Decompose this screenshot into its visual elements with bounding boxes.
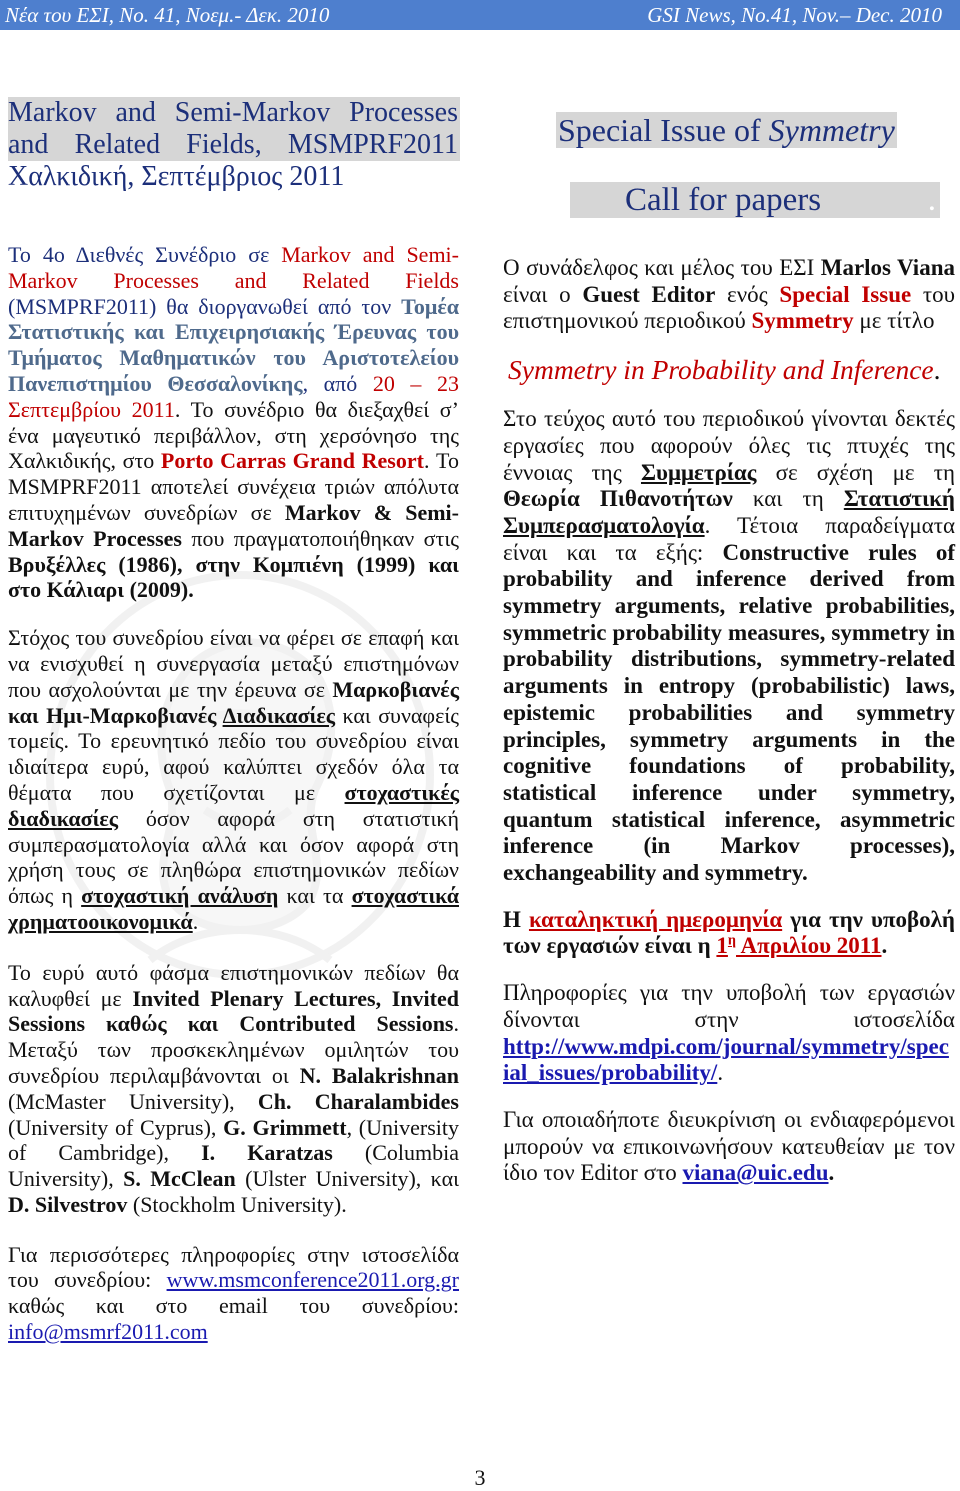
inline-link[interactable]: info@msmrf2011.com [8,1319,208,1345]
inline-link[interactable]: viana@uic.edu [682,1160,829,1186]
text-run: Μαρκοβιανές και Ημι-Μαρκοβιανές [8,676,459,728]
header-issue-greek: Νέα του ΕΣΙ, Νο. 41, Νοεμ.- Δεκ. 2010 [5,3,330,27]
inline-link[interactable]: http://www.mdpi.com/journal/symmetry/special_issues/probability/ [503,1033,949,1086]
call-for-papers-mark: . [927,182,936,218]
text-run: Βρυξέλλες (1986), στην Κομπιένη (1999) και στο Κάλιαρι (2009). [8,551,459,603]
text-run: Διαδικασίες [222,702,336,728]
conference-paragraph-contact [8,1242,459,1345]
text-run: Ch. Charalambides [257,1088,459,1114]
title-line-3: Χαλκιδική, Σεπτέμβριος 2011 [8,161,345,192]
call-for-papers-label: Call for papers [625,182,822,218]
special-issue-paragraph-website [503,980,955,1087]
text-run: Invited Plenary Lectures, Invited Sessions καθώς και Contributed Sessions [8,985,459,1037]
text-run: , (University of Cambridge), [8,1114,460,1166]
text-run: Στο τεύχος αυτό του περιοδικού γίνονται δεκτές εργασίες που αφορούν όλες τις πτυχές της έννοιας της [503,406,955,485]
text-run: για την υποβολή των εργασιών είναι η [503,906,955,959]
special-issue-journal-name: Symmetry [768,112,895,148]
special-issue-title-end: . [933,354,941,386]
special-issue-heading-prefix: Special Issue of [558,112,769,148]
conference-title [8,97,460,193]
text-run: . [881,933,888,959]
text-run: και συναφείς τομείς. Το ερευνητικό πεδίο του συνεδρίου είναι ιδιαίτερα ευρύ, αφού καλύπτει σχεδόν όλα τα θέματα που σχετίζονται με [8,702,459,805]
text-run: είναι ο [503,281,583,307]
text-run: σε σχέση με τη [756,459,955,485]
text-run: Συμμετρίας [640,459,757,485]
text-run: και τη [732,486,844,512]
text-run: Πληροφορίες για την υποβολή των εργασιών δίνονται στην ιστοσελίδα [503,980,955,1032]
text-run: . Μεταξύ των προσκεκλημένων ομιλητών του συνεδρίου περιλαμβάνονται οι [8,1011,459,1088]
text-run: Θεωρία Πιθανοτήτων [503,486,733,512]
text-run: D. Silvestrov [8,1191,128,1217]
text-run: καταληκτική ημερομηνία [528,906,783,932]
text-run: όσον αφορά στη στατιστική συμπερασματολογία αλλά και όσον αφορά στη χρήση τους σε πληθώρα επιστημονικών πεδίων όπως η [8,805,459,909]
text-run: Για περισσότερες πληροφορίες στην ιστοσελίδα του συνεδρίου: [8,1241,459,1293]
text-run: Symmetry [751,308,854,334]
text-run: καθώς και στο email του συνεδρίου: [8,1293,459,1319]
text-run: ενός [715,281,780,307]
text-run: με τίτλο [853,308,935,334]
text-run: 20 – 23 Σεπτεμβρίου 2011 [8,370,460,422]
text-run: . Το MSMPRF2011 αποτελεί συνέχεια τριών απόλυτα επιτυχημένων συνεδρίων σε [8,448,459,525]
call-for-papers-banner [570,182,940,218]
header-issue-english: GSI News, No.41, Nov.– Dec. 2010 [647,3,942,27]
inline-link[interactable]: www.msmconference2011.org.gr [166,1267,459,1293]
conference-article-body [8,242,459,1345]
text-run: στοχαστικές διαδικασίες [8,779,459,831]
text-run: του επιστημονικού περιοδικού [503,281,956,334]
text-run: (McMaster University), [8,1088,258,1114]
text-run: που πραγματοποιήθηκαν στις [181,525,459,551]
text-run: στοχαστική ανάλυση [81,883,279,909]
special-issue-heading [556,112,897,148]
text-run: Special Issue [779,281,912,307]
newsletter-header-bar [0,0,960,30]
superscript-text: η [727,932,737,949]
text-run: Marlos Viana [820,255,955,280]
text-run: , από [302,370,373,396]
text-run: Porto Carras Grand Resort [160,448,424,474]
title-line-1: Markov and Semi-Markov Processes [8,97,458,128]
text-run: . [828,1160,835,1186]
text-run: Απριλίου 2011 [736,933,882,959]
text-run: (University of Cyprus), [8,1114,224,1140]
special-issue-title-text: Symmetry in Probability and Inference [508,354,934,386]
text-run: και τα [278,883,352,909]
text-run: . [192,908,199,934]
text-run: Τομέα Στατιστικής και Επιχειρησιακής Έρευνας του Τμήματος Μαθηματικών του Αριστοτελείου Πανεπιστημίου Θεσσαλονίκης [8,293,459,396]
page-number: 3 [474,1465,486,1490]
title-line-2: and Related Fields, MSMPRF2011 [8,129,458,160]
text-run: 1 [716,933,728,959]
conference-paragraph-intro [8,242,459,603]
text-run: Το 4ο Διεθνές Συνέδριο σε [8,242,282,267]
conference-paragraph-speakers [8,960,459,1218]
special-issue-paragraph-editor [503,255,955,335]
text-run: (Stockholm University). [127,1191,347,1217]
text-run: Το ευρύ αυτό φάσμα επιστημονικών πεδίων θα καλυφθεί με [8,959,459,1011]
text-run: (MSMPRF2011) θα διοργανωθεί από τον [8,293,402,319]
text-run: Constructive rules of probability and inference derived from symmetry arguments, relative probabilities, symmetric probability measures, symmetry in probability distributions, symmetry-related arguments in entropy (probabilistic) laws, epistemic probabilities and symmetry principles, symmetry arguments in the cognitive foundations of probability, statistical inference under symmetry, quantum statistical inference, asymmetric inference (in Markov processes), exchangeability and symmetry. [503,539,956,886]
special-issue-paragraph-contact [503,1107,955,1187]
text-run: (Ulster University), και [235,1166,460,1192]
text-run: Markov & Semi-Markov Processes [8,499,459,551]
text-run: (Columbia University), [8,1140,460,1192]
conference-paragraph-goals [8,625,459,935]
text-run: . [717,1060,724,1086]
text-run: N. Balakrishnan [299,1062,459,1088]
special-issue-body [503,255,955,1207]
text-run: I. Karatzas [201,1140,333,1166]
text-run: S. McClean [123,1166,236,1192]
text-run: Η [503,906,529,932]
text-run: . Τέτοια παραδείγματα είναι και τα εξής: [503,512,955,565]
text-run: Στόχος του συνεδρίου είναι να φέρει σε επαφή και να ενισχυθεί η συνεργασία μεταξύ επιστημόνων που ασχολούνται με την έρευνα σε [8,625,459,702]
text-run: στοχαστικά χρηματοοικονομικά [8,883,459,934]
text-run: Markov and Semi-Markov Processes and Related Fields [8,242,459,293]
text-run: G. Grimmett [223,1114,347,1140]
text-run: Guest Editor [582,281,716,307]
special-issue-paragraph-topics [503,406,955,887]
special-issue-title [503,355,955,385]
text-run: Για οποιαδήποτε διευκρίνιση οι ενδιαφερόμενοι μπορούν να επικοινωνήσουν κατευθείαν με τον ίδιο τον Editor στο [503,1106,955,1186]
text-run: Στατιστική Συμπερασματολογία [503,486,955,538]
text-run: Ο συνάδελφος και μέλος του ΕΣΙ [503,255,821,280]
text-run: . Το συνέδριο θα διεξαχθεί σ’ ένα μαγευτικό περιβάλλον, στη χερσόνησο της Χαλκιδικής, στο [8,396,459,474]
special-issue-paragraph-deadline [503,907,955,960]
